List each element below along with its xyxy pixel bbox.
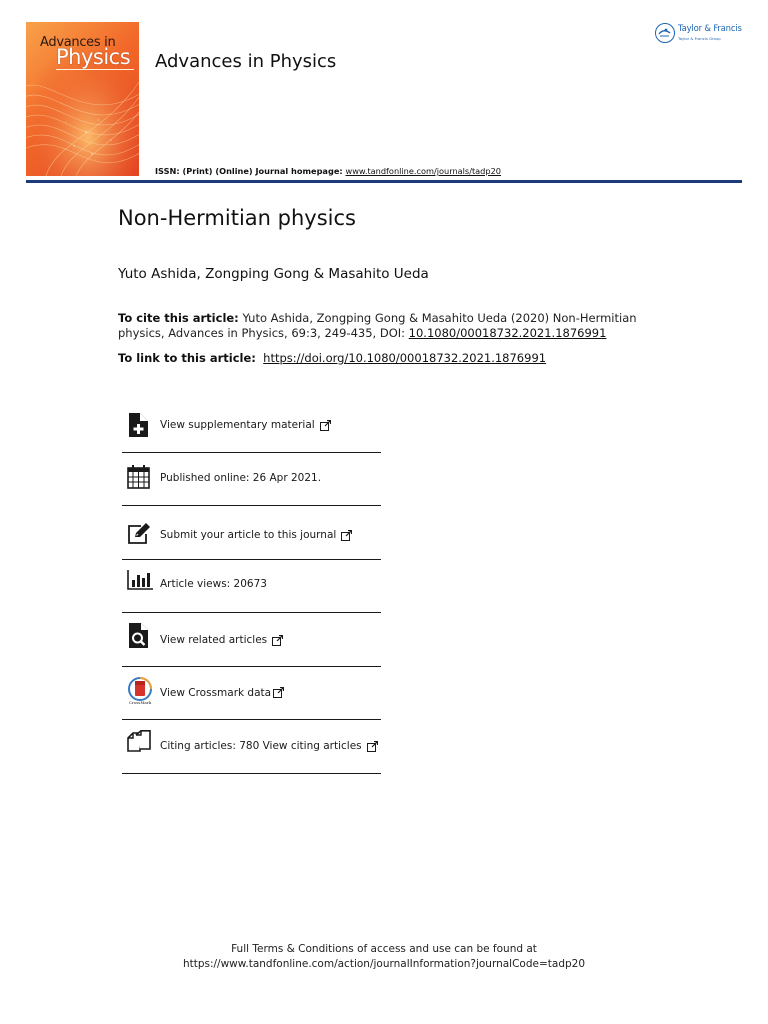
supplementary-material-link[interactable] (160, 419, 331, 431)
article-views-row (122, 560, 381, 614)
citing-articles-link[interactable] (160, 740, 378, 752)
citing-articles-row[interactable] (122, 720, 381, 774)
header-divider (26, 180, 742, 183)
submit-article-row[interactable] (122, 506, 381, 560)
related-articles-label: View related articles (160, 634, 268, 646)
cover-title-line1: Advances in (40, 35, 116, 50)
cover-divider (56, 69, 134, 70)
publisher-group: Taylor & Francis Group (678, 36, 721, 41)
issn-line (155, 166, 501, 176)
external-link-icon (341, 530, 352, 541)
submit-article-label: Submit your article to this journal (160, 529, 337, 541)
taylor-francis-logo (654, 22, 746, 48)
published-online-label: Published online: 26 Apr 2021. (160, 471, 322, 484)
crossmark-label: View Crossmark data (160, 686, 272, 699)
journal-title: Advances in Physics (155, 51, 337, 72)
published-online-row (122, 453, 381, 507)
article-authors: Yuto Ashida, Zongping Gong & Masahito Ueda (118, 266, 429, 282)
issn-text: ISSN: (Print) (Online) Journal homepage: (155, 166, 346, 176)
search-document-icon (127, 623, 151, 647)
supplementary-material-row[interactable] (122, 399, 381, 453)
citation-block (118, 311, 638, 341)
cite-text: Yuto Ashida, Zongping Gong & Masahito Ueda (2020) Non-Hermitian physics, Advances in Physics, 69:3, 249-435, DOI: (118, 311, 637, 340)
edit-icon (127, 523, 151, 547)
crossmark-link[interactable] (160, 687, 284, 699)
terms-footer (0, 942, 768, 972)
crossmark-icon (127, 677, 152, 705)
citing-articles-label: Citing articles: 780 View citing articles (160, 740, 362, 752)
article-link-block (118, 351, 546, 365)
journal-cover-image (26, 22, 139, 176)
article-info-list (122, 399, 381, 774)
svg-text:CrossMark: CrossMark (128, 699, 152, 705)
supplementary-material-label: View supplementary material (160, 419, 315, 431)
footer-terms-text: Full Terms & Conditions of access and use can be found at (231, 943, 537, 955)
article-doi-url-link[interactable]: https://doi.org/10.1080/00018732.2021.1876991 (263, 351, 547, 365)
related-articles-row[interactable] (122, 613, 381, 667)
publisher-logo-icon (655, 23, 675, 43)
cite-label: To cite this article: (118, 311, 239, 325)
calendar-icon (127, 465, 151, 489)
related-articles-link[interactable] (160, 634, 283, 646)
article-views-label: Article views: 20673 (160, 577, 267, 590)
footer-terms-url[interactable]: https://www.tandfonline.com/action/journalInformation?journalCode=tadp20 (182, 958, 586, 970)
link-label: To link to this article: (118, 351, 256, 365)
journal-homepage-link[interactable]: www.tandfonline.com/journals/tadp20 (345, 166, 501, 176)
submit-article-link[interactable] (160, 529, 352, 541)
external-link-icon (320, 420, 331, 431)
doi-link[interactable]: 10.1080/00018732.2021.1876991 (408, 326, 607, 340)
publisher-name: Taylor & Francis (678, 24, 742, 34)
external-link-icon (273, 687, 284, 698)
crossmark-row[interactable] (122, 667, 381, 721)
cover-header-strip (30, 25, 135, 30)
citing-articles-icon (127, 730, 151, 754)
cover-title-line2: Physics (56, 45, 131, 69)
file-plus-icon (127, 413, 151, 437)
article-title: Non-Hermitian physics (118, 206, 356, 230)
bar-chart-icon (127, 568, 151, 592)
external-link-icon (272, 635, 283, 646)
external-link-icon (367, 741, 378, 752)
